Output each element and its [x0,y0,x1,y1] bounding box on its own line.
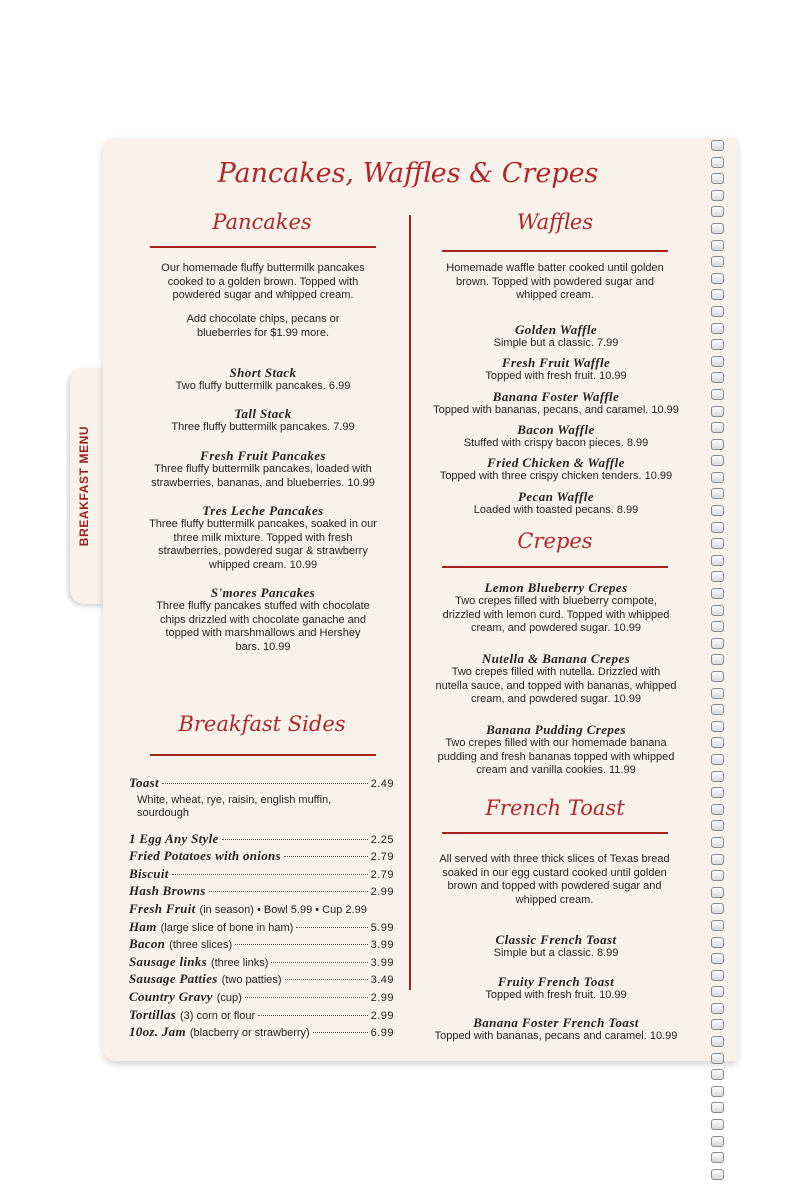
side-detail: (3) corn or flour [180,1009,256,1022]
page-title: Pancakes, Waffles & Crepes [217,158,599,189]
menu-item-fried-chicken-waffle: Fried Chicken & Waffle Topped with three crispy chicken tenders. 10.99 [415,456,697,484]
side-price: 2.79 [370,851,394,864]
side-price: 2.99 [370,886,394,899]
item-name: Banana Foster Waffle [492,389,620,404]
menu-item-fresh-fruit-pancakes: Fresh Fruit Pancakes Three fluffy buttermilk pancakes, loaded with strawberries, bananas, and blueberries. 10.99 [123,449,403,490]
binding-ring [711,787,724,798]
tab-label: BREAKFAST MENU [77,425,91,547]
side-item [129,919,394,937]
menu-item-pecan-waffle: Pecan Waffle Loaded with toasted pecans. 8.99 [415,490,697,518]
side-item [129,971,394,989]
side-name: Hash Browns [129,883,206,899]
side-item-toast [129,775,394,793]
pancakes-heading: Pancakes [212,210,312,234]
side-item [129,936,394,954]
spiral-binding [711,140,727,1185]
binding-ring [711,854,724,865]
binding-ring [711,1003,724,1014]
binding-ring [711,754,724,765]
binding-ring [711,140,724,151]
side-price: 3.49 [370,974,394,987]
item-name: Tall Stack [234,406,292,421]
binding-ring [711,588,724,599]
binding-ring [711,406,724,417]
binding-ring [711,505,724,516]
side-price: 2.99 [370,1009,394,1022]
dot-leader [285,979,368,980]
dot-leader [284,856,368,857]
column-divider [409,215,411,990]
toast-description: White, wheat, rye, raisin, english muffin, sourdough [137,793,332,820]
binding-ring [711,721,724,732]
binding-ring [711,1069,724,1080]
item-name: Nutella & Banana Crepes [481,651,631,666]
binding-ring [711,372,724,383]
binding-ring [711,339,724,350]
waffles-rule [442,250,668,252]
binding-ring [711,986,724,997]
side-name: Tortillas [129,1006,177,1022]
menu-item-banana-foster-french-toast: Banana Foster French Toast Topped with bananas, pecans and caramel. 10.99 [415,1016,697,1044]
item-name: Lemon Blueberry Crepes [484,580,628,595]
menu-item-nutella-banana-crepes: Nutella & Banana Crepes Two crepes filled with nutella. Drizzled with nutella sauce, and topped with bananas, whipped cream, and powdered sugar. 10.99 [415,652,697,707]
item-name: Short Stack [229,365,297,380]
dot-leader [222,839,368,840]
side-item [129,866,394,884]
binding-ring [711,654,724,665]
side-price: 3.99 [370,956,394,969]
binding-ring [711,439,724,450]
side-item [129,954,394,972]
binding-ring [711,323,724,334]
crepes-heading: Crepes [517,529,593,553]
binding-ring [711,688,724,699]
side-name: Sausage links [129,953,207,969]
item-name: Fried Chicken & Waffle [487,455,625,470]
menu-item-golden-waffle: Golden Waffle Simple but a classic. 7.99 [415,323,697,351]
binding-ring [711,887,724,898]
breakfast-sides-heading: Breakfast Sides [178,712,346,736]
side-detail: (blacberry or strawberry) [189,1027,310,1040]
side-name: 10oz. Jam [129,1024,186,1040]
side-detail: (three links) [210,956,269,969]
side-price: 3.99 [370,939,394,952]
item-name: Tres Leche Pancakes [202,503,324,518]
side-name: Biscuit [129,865,169,881]
dot-leader [172,874,368,875]
side-price: 2.25 [370,833,394,846]
binding-ring [711,638,724,649]
dot-leader [235,944,367,945]
binding-ring [711,422,724,433]
binding-ring [711,206,724,217]
binding-ring [711,472,724,483]
binding-ring [711,621,724,632]
side-name: Fresh Fruit [129,900,196,916]
side-detail: (two patties) [221,974,282,987]
binding-ring [711,903,724,914]
pancakes-rule [150,246,376,248]
binding-ring [711,1102,724,1113]
item-name: Fruity French Toast [497,974,615,989]
menu-item-tres-leche-pancakes: Tres Leche Pancakes Three fluffy buttermilk pancakes, soaked in our three milk mixture. Topped with fresh strawberries, powdered sugar & strawberry whipped cream. 10.99 [123,504,403,572]
side-price: 6.99 [370,1027,394,1040]
binding-ring [711,804,724,815]
item-name: Banana Foster French Toast [473,1015,639,1030]
binding-ring [711,256,724,267]
side-name: Toast [129,775,159,790]
item-name: Classic French Toast [495,932,617,947]
menu-item-fruity-french-toast: Fruity French Toast Topped with fresh fruit. 10.99 [415,975,697,1003]
menu-item-classic-french-toast: Classic French Toast Simple but a classic. 8.99 [415,933,697,961]
binding-ring [711,1053,724,1064]
item-name: Fresh Fruit Waffle [501,355,611,370]
menu-item-fresh-fruit-waffle: Fresh Fruit Waffle Topped with fresh fruit. 10.99 [415,356,697,384]
side-name: Bacon [129,936,166,952]
side-name: Ham [129,918,157,934]
side-name: Sausage Patties [129,971,218,987]
binding-ring [711,704,724,715]
item-name: Golden Waffle [514,322,598,337]
side-detail: (cup) [216,991,242,1004]
pancakes-addon: Add chocolate chips, pecans or blueberries for $1.99 more. [186,313,340,339]
binding-ring [711,920,724,931]
sides-list [129,775,394,1042]
side-item [129,989,394,1007]
side-name: Country Gravy [129,988,213,1004]
binding-ring [711,306,724,317]
binding-ring [711,289,724,300]
binding-ring [711,522,724,533]
binding-ring [711,1136,724,1147]
menu-item-smores-pancakes: S'mores Pancakes Three fluffy pancakes stuffed with chocolate chips drizzled with chocolate ganache and topped with marshmallows and Hershey bars. 10.99 [123,586,403,654]
item-name: Fresh Fruit Pancakes [200,448,326,463]
french-toast-intro: All served with three thick slices of Texas bread soaked in our egg custard cooked until golden brown and topped with powdered sugar and whipped cream. [439,853,670,906]
menu-item-banana-foster-waffle: Banana Foster Waffle Topped with bananas, pecans, and caramel. 10.99 [415,390,697,418]
binding-ring [711,1152,724,1163]
binding-ring [711,737,724,748]
side-name: 1 Egg Any Style [129,830,219,846]
menu-item-lemon-blueberry-crepes: Lemon Blueberry Crepes Two crepes filled with blueberry compote, drizzled with lemon curd. Topped with whipped cream, and powdered sugar. 10.99 [415,581,697,636]
binding-ring [711,488,724,499]
side-item [129,1024,394,1042]
binding-ring [711,1086,724,1097]
side-item [129,831,394,849]
menu-item-bacon-waffle: Bacon Waffle Stuffed with crispy bacon pieces. 8.99 [415,423,697,451]
binding-ring [711,605,724,616]
binding-ring [711,389,724,400]
binding-ring [711,970,724,981]
binding-ring [711,190,724,201]
dot-leader [313,1032,368,1033]
binding-ring [711,671,724,682]
waffles-heading: Waffles [516,210,594,234]
item-name: Pecan Waffle [518,489,594,504]
binding-ring [711,455,724,466]
binding-ring [711,837,724,848]
binding-ring [711,820,724,831]
side-price: 5.99 [370,921,394,934]
side-name: Fried Potatoes with onions [129,848,281,864]
side-detail: (large slice of bone in ham) [160,921,294,934]
binding-ring [711,240,724,251]
side-item [129,901,394,919]
side-item [129,1007,394,1025]
binding-ring [711,571,724,582]
dot-leader [296,927,367,928]
item-name: Bacon Waffle [517,422,595,437]
french-toast-rule [442,832,668,834]
binding-ring [711,870,724,881]
binding-ring [711,1036,724,1047]
item-name: Banana Pudding Crepes [486,722,626,737]
sides-rule [150,754,376,756]
menu-item-tall-stack: Tall Stack Three fluffy buttermilk pancakes. 7.99 [123,407,403,435]
pancakes-intro: Our homemade fluffy buttermilk pancakes cooked to a golden brown. Topped with powdered sugar and whipped cream. [161,262,365,301]
dot-leader [162,783,368,784]
item-name: S'mores Pancakes [210,585,316,600]
side-detail: (in season) • Bowl 5.99 • Cup 2.99 [199,903,367,916]
dot-leader [271,962,367,963]
dot-leader [245,997,368,998]
binding-ring [711,223,724,234]
side-rows [129,831,394,1042]
dot-leader [258,1015,367,1016]
binding-ring [711,555,724,566]
binding-ring [711,953,724,964]
binding-ring [711,1019,724,1030]
side-item [129,883,394,901]
binding-ring [711,356,724,367]
binding-ring [711,771,724,782]
waffles-intro: Homemade waffle batter cooked until golden brown. Topped with powdered sugar and whipped cream. [446,262,664,301]
side-price: 2.49 [370,778,394,790]
menu-item-banana-pudding-crepes: Banana Pudding Crepes Two crepes filled with our homemade banana pudding and fresh bananas topped with whipped cream and vanilla cookies. 11.99 [415,723,697,778]
french-toast-heading: French Toast [485,796,625,820]
binding-ring [711,1169,724,1180]
side-price: 2.79 [370,868,394,881]
binding-ring [711,273,724,284]
binding-ring [711,937,724,948]
binding-ring [711,1119,724,1130]
dot-leader [209,891,368,892]
crepes-rule [442,566,668,568]
binding-ring [711,538,724,549]
side-price: 2.99 [370,991,394,1004]
side-item [129,848,394,866]
menu-item-short-stack: Short Stack Two fluffy buttermilk pancakes. 6.99 [123,366,403,394]
side-detail: (three slices) [169,939,233,952]
